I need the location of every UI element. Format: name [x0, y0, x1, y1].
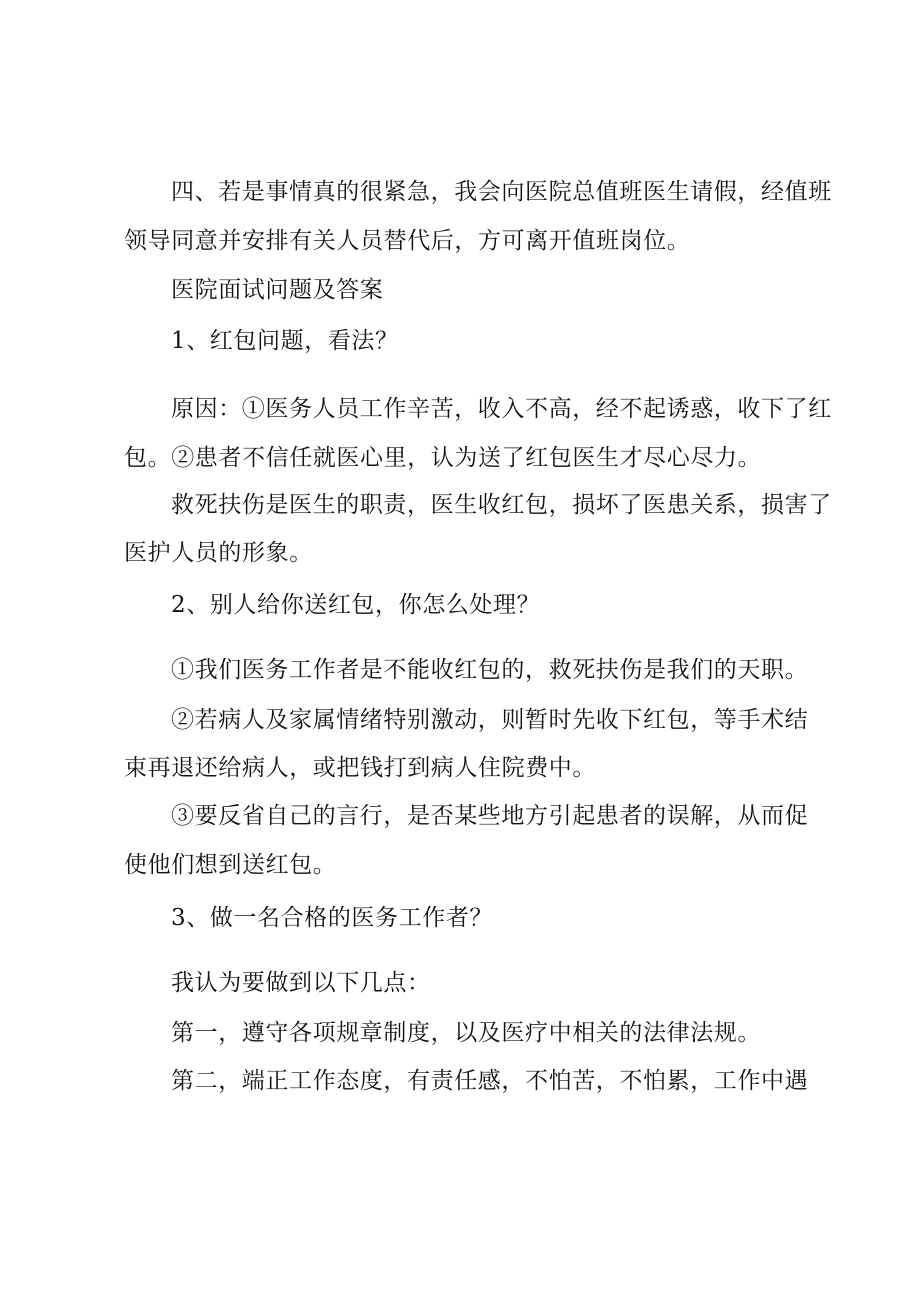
paragraph-line: 包。②患者不信任就医心里，认为送了红包医生才尽心尽力。 [124, 445, 762, 471]
question-heading: 3、做一名合格的医务工作者？ [171, 905, 494, 931]
paragraph-line: ③要反省自己的言行，是否某些地方引起患者的误解，从而促 [171, 803, 809, 829]
paragraph-line: 束再退还给病人，或把钱打到病人住院费中。 [124, 755, 596, 781]
paragraph-line: 领导同意并安排有关人员替代后，方可离开值班岗位。 [124, 228, 691, 254]
paragraph-line: 救死扶伤是医生的职责，医生收红包，损坏了医患关系，损害了 [171, 492, 832, 518]
paragraph-line: 我认为要做到以下几点： [171, 970, 431, 996]
paragraph-line: 原因：①医务人员工作辛苦，收入不高，经不起诱惑，收下了红 [171, 396, 832, 422]
paragraph-line: ②若病人及家属情绪特别激动，则暂时先收下红包，等手术结 [171, 707, 809, 733]
question-heading: 2、别人给你送红包，你怎么处理？ [171, 592, 541, 618]
paragraph-line: ①我们医务工作者是不能收红包的，救死扶伤是我们的天职。 [171, 657, 809, 683]
question-heading: 1、红包问题，看法？ [171, 328, 399, 354]
paragraph-line: 四、若是事情真的很紧急，我会向医院总值班医生请假，经值班 [171, 179, 832, 205]
paragraph-line: 医护人员的形象。 [124, 540, 313, 566]
paragraph-line: 第二，端正工作态度，有责任感，不怕苦，不怕累，工作中遇 [171, 1068, 809, 1094]
paragraph-line: 第一，遵守各项规章制度，以及医疗中相关的法律法规。 [171, 1020, 761, 1046]
section-heading: 医院面试问题及答案 [171, 277, 384, 303]
paragraph-line: 使他们想到送红包。 [124, 852, 337, 878]
